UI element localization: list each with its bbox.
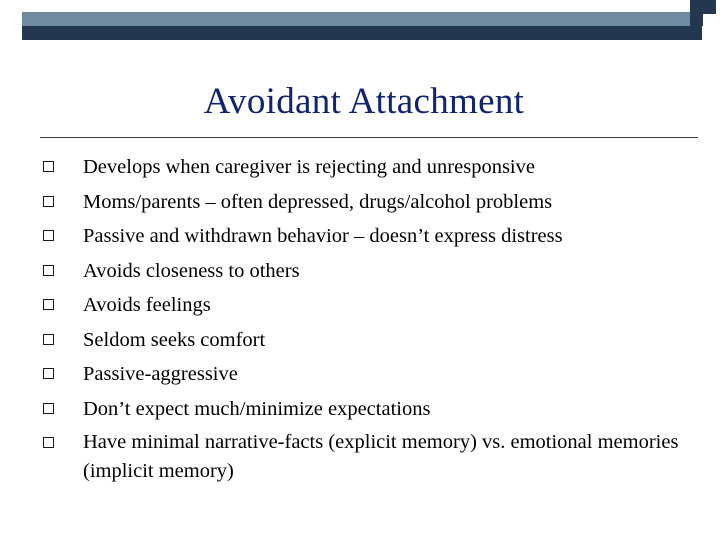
bullet-text: Avoids closeness to others (83, 259, 300, 282)
bullet-text: Don’t expect much/minimize expectations (83, 397, 431, 420)
square-bullet-icon (43, 196, 54, 207)
bullet-list (40, 150, 700, 486)
bullet-item (40, 185, 700, 220)
header-corner-notch (690, 14, 703, 26)
title-divider (40, 137, 698, 138)
bullet-text: Develops when caregiver is rejecting and unresponsive (83, 156, 535, 178)
bullet-text: Passive-aggressive (83, 363, 238, 385)
bullet-text: Have minimal narrative-facts (explicit memory) vs. emotional memories (implicit memory) (83, 431, 679, 482)
square-bullet-icon (43, 403, 54, 414)
bullet-item (40, 254, 700, 289)
slide-title: Avoidant Attachment (203, 81, 525, 122)
bullet-item (40, 392, 700, 427)
square-bullet-icon (43, 437, 54, 448)
bullet-item (40, 288, 700, 323)
bullet-text: Avoids feelings (83, 294, 211, 316)
bullet-item (40, 323, 700, 358)
bullet-item (40, 219, 700, 254)
square-bullet-icon (43, 161, 54, 172)
header-corner-block (690, 0, 716, 14)
square-bullet-icon (43, 299, 54, 310)
bullet-text: Moms/parents – often depressed, drugs/alcohol problems (83, 190, 553, 213)
bullet-item (40, 357, 700, 392)
bullet-text: Passive and withdrawn behavior – doesn’t express distress (83, 225, 563, 247)
bullet-item (40, 426, 700, 486)
header-band-light (22, 12, 702, 26)
square-bullet-icon (43, 265, 54, 276)
header-band-dark (22, 26, 702, 40)
bullet-text: Seldom seeks comfort (83, 328, 266, 351)
square-bullet-icon (43, 230, 54, 241)
square-bullet-icon (43, 334, 54, 345)
square-bullet-icon (43, 368, 54, 379)
header-decoration (0, 0, 728, 42)
bullet-item (40, 150, 700, 185)
